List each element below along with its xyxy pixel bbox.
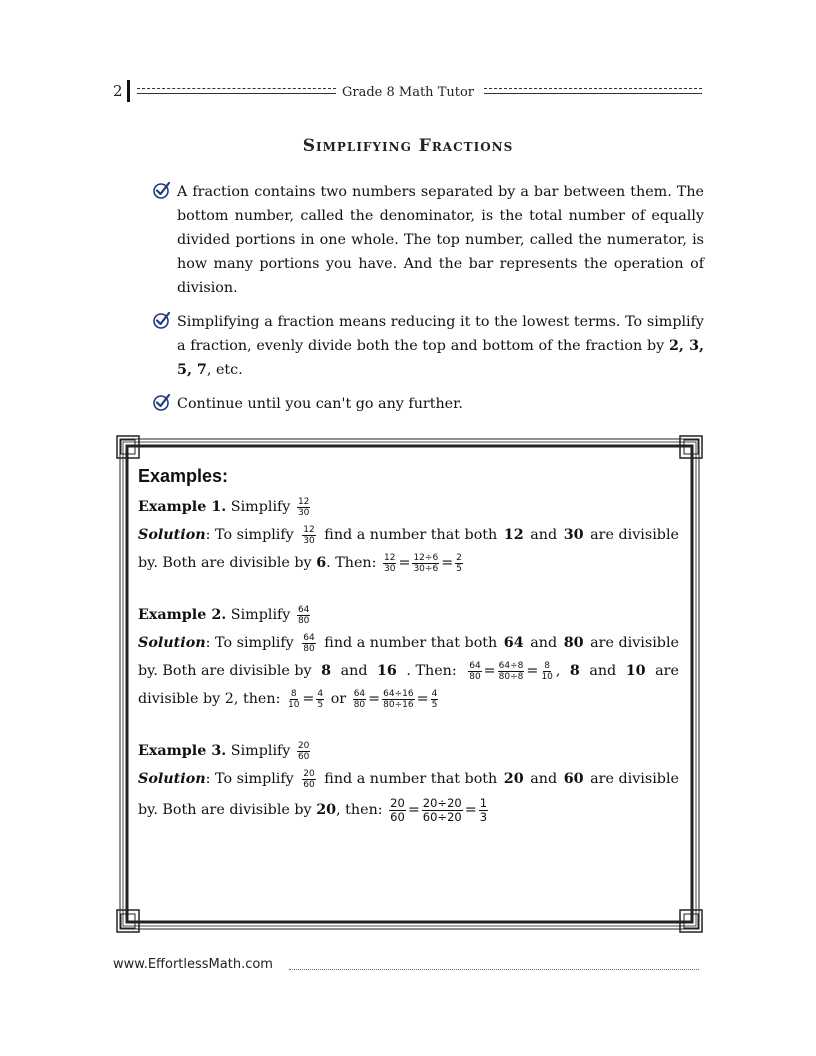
header-rule-right-solid <box>484 93 702 94</box>
bullet-item <box>153 310 704 382</box>
footer-url[interactable]: www.EffortlessMath.com <box>113 957 273 972</box>
header-rule-right <box>484 88 702 89</box>
example-1-solution-line-1: Solution: To simplify $\frac{12}{30}$ find a number that both 12 and 30 are divisible <box>138 524 679 546</box>
divisor-list: 2, 3, 5, 7 <box>177 338 705 378</box>
bullet-item <box>153 180 704 300</box>
example-2-solution-line-3: divisible by 2, then: $\frac{8}{10}$ = $\frac{4}{5}$ or $\frac{64}{80}$ = $\frac{64\div 16}{80\div 16}$ = $\frac{4}{5}$ <box>138 688 438 710</box>
bullet-item <box>153 392 704 416</box>
header-bar <box>127 80 130 102</box>
header-title: Grade 8 Math Tutor <box>342 85 474 100</box>
section-title: Simplifying Fractions <box>302 136 514 156</box>
example-2-title: Example 2. Simplify $\frac{64}{80}$ <box>138 604 310 626</box>
example-2-solution-line-2: by. Both are divisible by 8 and 16 . Then: $\frac{64}{80}$ = $\frac{64\div 8}{80\div 8}$ = $\frac{8}{10}$ , 8 and 10 are <box>138 660 679 682</box>
checkmark-icon <box>153 393 171 411</box>
example-3-title: Example 3. Simplify $\frac{20}{60}$ <box>138 740 310 762</box>
bullet-list <box>153 180 704 426</box>
example-2-solution-line-1: Solution: To simplify $\frac{64}{80}$ find a number that both 64 and 80 are divisible <box>138 632 679 654</box>
fraction: $\frac{64}{80}$ <box>297 604 310 626</box>
examples-content <box>138 466 679 827</box>
fraction: $\frac{20}{60}$ <box>297 740 310 762</box>
checkmark-icon <box>153 181 171 199</box>
header-rule-left-solid <box>137 93 336 94</box>
bullet-text: Continue until you can't go any further. <box>177 396 463 412</box>
example-3-solution-line-2: by. Both are divisible by 20, then: $\frac{20}{60}$ = $\frac{20\div 20}{60\div 20}$ = $\frac{1}{3}$ <box>138 795 488 824</box>
page-number: 2 <box>113 82 123 100</box>
bullet-text: A fraction contains two numbers separated by a bar between them. The bottom number, called the denominator, is the total number of equally divided portions in one whole. The top number, called the numerator, is how many portions you have. And the bar represents the operation of division. <box>177 184 704 296</box>
example-1-solution-line-2: by. Both are divisible by 6. Then: $\frac{12}{30}$ = $\frac{12\div 6}{30\div 6}$ = $\frac{2}{5}$ <box>138 552 462 574</box>
examples-box <box>115 434 704 934</box>
example-1-title: Example 1. Simplify $\frac{12}{30}$ <box>138 496 310 518</box>
footer-rule <box>289 969 699 970</box>
header-rule-left <box>137 88 336 89</box>
examples-heading: Examples: <box>138 466 229 486</box>
example-3-solution-line-1: Solution: To simplify $\frac{20}{60}$ find a number that both 20 and 60 are divisible <box>138 768 679 790</box>
fraction: $\frac{12}{30}$ <box>297 496 310 518</box>
bullet-text: Simplifying a fraction means reducing it to the lowest terms. To simplify a fraction, evenly divide both the top and bottom of the fraction by 2, 3, 5, 7, etc. <box>177 314 705 378</box>
checkmark-icon <box>153 311 171 329</box>
